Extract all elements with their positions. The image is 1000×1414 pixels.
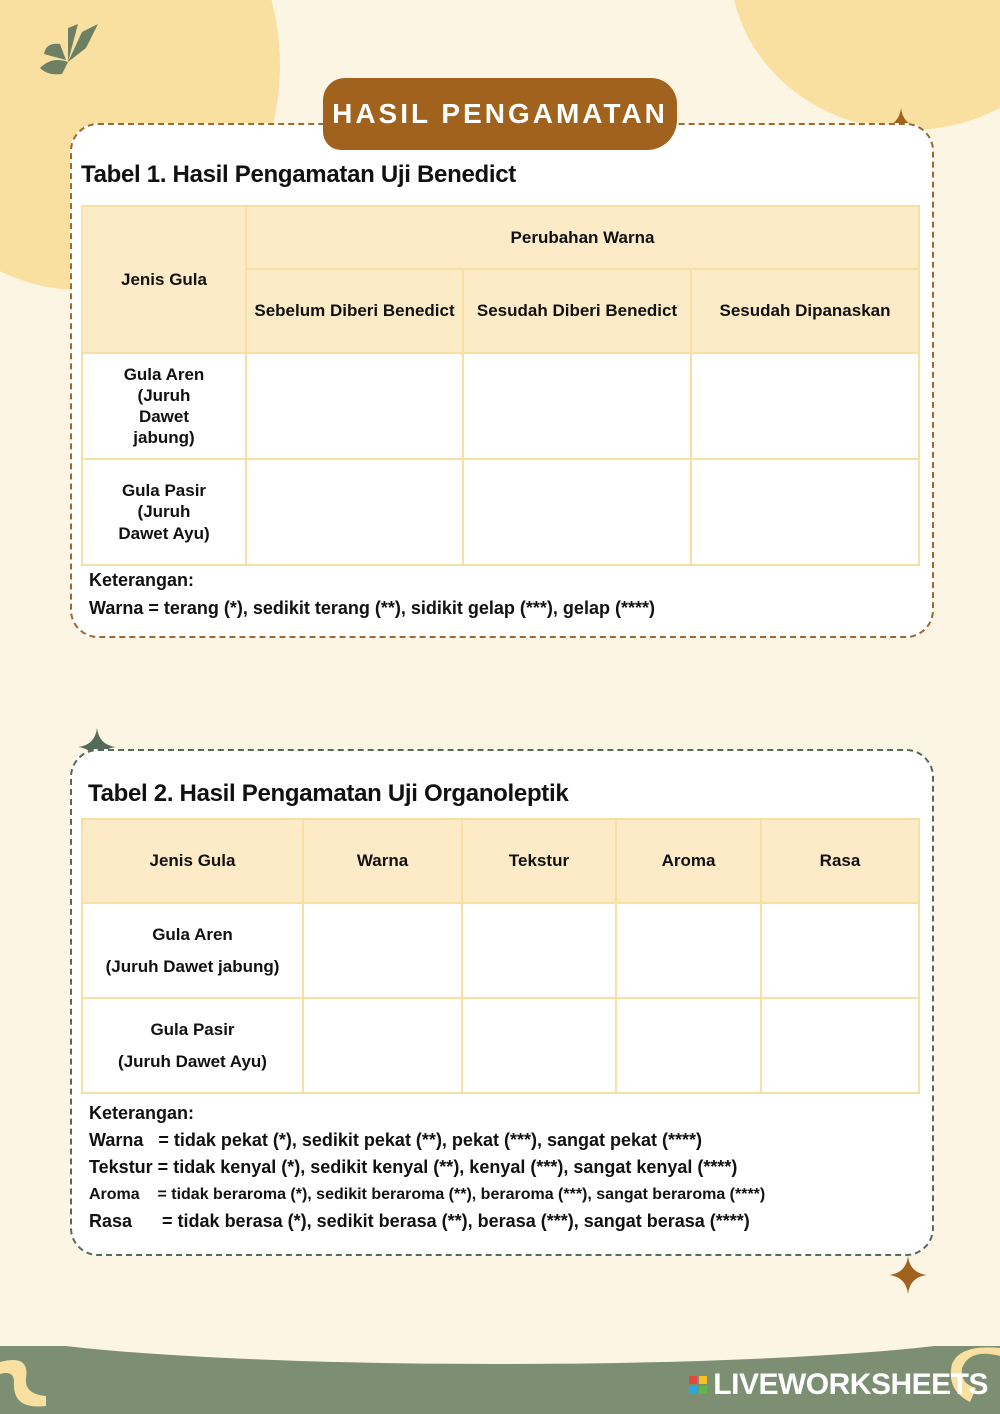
answer-cell[interactable] — [246, 459, 463, 565]
row-label-gula-pasir — [82, 998, 303, 1093]
answer-cell[interactable] — [616, 903, 761, 998]
answer-cell[interactable] — [691, 459, 919, 565]
swirl-decor-icon — [0, 1344, 60, 1414]
page-title: HASIL PENGAMATAN — [323, 78, 677, 150]
brand-mark-icon — [689, 1376, 707, 1394]
benedict-table — [81, 205, 920, 566]
brand-name: LIVEWORKSHEETS — [713, 1368, 988, 1401]
table1-title: Tabel 1. Hasil Pengamatan Uji Benedict — [81, 161, 516, 188]
notes-line: Warna = terang (*), sedikit terang (**), sidikit gelap (***), gelap (****) — [89, 598, 655, 618]
row-label-gula-aren — [82, 903, 303, 998]
table-row — [82, 459, 919, 565]
header-aroma: Aroma — [616, 819, 761, 903]
notes-line-warna: Warna = tidak pekat (*), sedikit pekat (**), pekat (***), sangat pekat (****) — [89, 1130, 703, 1150]
answer-cell[interactable] — [463, 459, 691, 565]
header-sesudah-dipanaskan: Sesudah Dipanaskan — [691, 269, 919, 353]
answer-cell[interactable] — [303, 903, 462, 998]
header-perubahan-warna: Perubahan Warna — [246, 206, 919, 269]
notes-line-rasa: Rasa = tidak berasa (*), sedikit berasa (**), berasa (***), sangat berasa (****) — [89, 1211, 750, 1231]
answer-cell[interactable] — [303, 998, 462, 1093]
brand-logo[interactable] — [689, 1368, 988, 1402]
header-tekstur: Tekstur — [462, 819, 616, 903]
answer-cell[interactable] — [691, 353, 919, 459]
notes-line-aroma: Aroma = tidak beraroma (*), sedikit beraroma (**), beraroma (***), sangat beraroma (****) — [89, 1186, 766, 1203]
header-jenis-gula: Jenis Gula — [82, 206, 246, 353]
row-label-gula-pasir: Gula Pasir (Juruh Dawet Ayu) — [82, 459, 246, 565]
answer-cell[interactable] — [462, 903, 616, 998]
header-jenis-gula: Jenis Gula — [82, 819, 303, 903]
header-warna: Warna — [303, 819, 462, 903]
answer-cell[interactable] — [616, 998, 761, 1093]
sparkle-icon — [889, 1256, 927, 1294]
header-rasa: Rasa — [761, 819, 919, 903]
answer-cell[interactable] — [246, 353, 463, 459]
answer-cell[interactable] — [761, 998, 919, 1093]
row-label-line: (Juruh Dawet jabung) — [105, 956, 280, 976]
table1-notes — [89, 566, 655, 622]
notes-title: Keterangan: — [89, 1103, 195, 1123]
row-label-line: Gula Aren — [152, 925, 233, 945]
row-label-line: Gula Pasir — [150, 1020, 235, 1040]
row-label-line: (Juruh Dawet Ayu) — [118, 1051, 267, 1071]
table-row — [82, 353, 919, 459]
notes-line-tekstur: Tekstur = tidak kenyal (*), sedikit kenyal (**), kenyal (***), sangat kenyal (****) — [89, 1157, 738, 1177]
table-row — [82, 903, 919, 998]
answer-cell[interactable] — [462, 998, 616, 1093]
answer-cell[interactable] — [761, 903, 919, 998]
row-label-gula-aren: Gula Aren (Juruh Dawet jabung) — [82, 353, 246, 459]
header-sesudah-benedict: Sesudah Diberi Benedict — [463, 269, 691, 353]
notes-title: Keterangan: — [89, 570, 195, 590]
decor-blob-top-right — [730, 0, 1000, 130]
organoleptik-table — [81, 818, 920, 1094]
table-row — [82, 998, 919, 1093]
header-sebelum: Sebelum Diberi Benedict — [246, 269, 463, 353]
answer-cell[interactable] — [463, 353, 691, 459]
leaf-sprout-icon — [38, 20, 108, 80]
table2-title: Tabel 2. Hasil Pengamatan Uji Organoleptik — [88, 780, 569, 807]
table2-notes — [89, 1100, 765, 1235]
